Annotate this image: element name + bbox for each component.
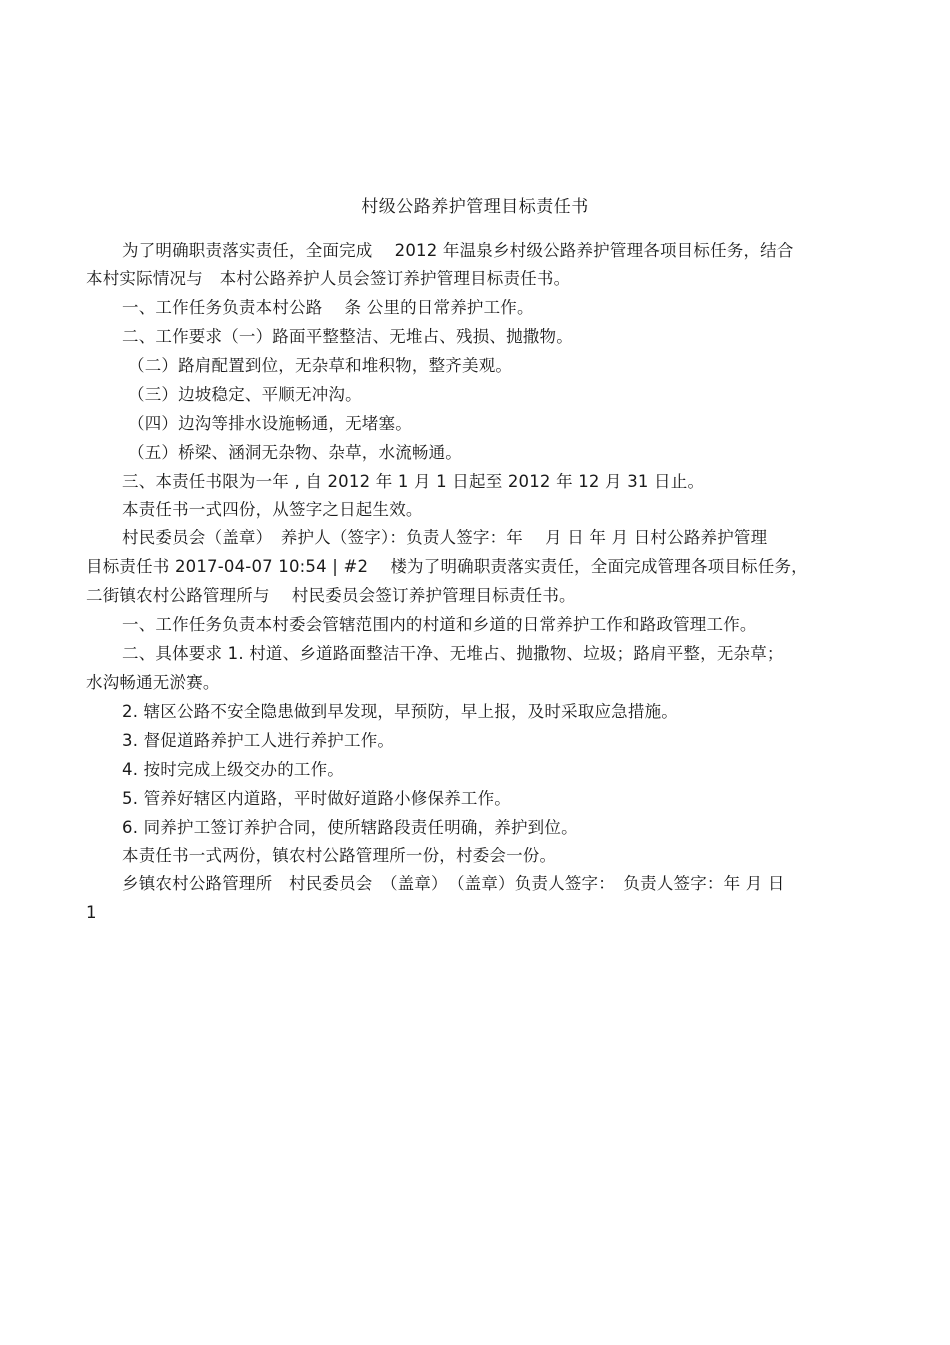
paragraph-line: 二、工作要求（一）路面平整整洁、无堆占、残损、抛撒物。: [122, 327, 573, 346]
paragraph-line: 5. 管养好辖区内道路，平时做好道路小修保养工作。: [122, 789, 511, 808]
page-number: 1: [86, 903, 97, 922]
paragraph-line: （四）边沟等排水设施畅通，无堵塞。: [128, 414, 412, 433]
paragraph-line: 本责任书一式两份，镇农村公路管理所一份，村委会一份。: [122, 846, 557, 865]
paragraph-line: 三、本责任书限为一年 , 自 2012 年 1 月 1 日起至 2012 年 12 月 31 日止。: [122, 472, 705, 491]
paragraph-line: （二）路肩配置到位，无杂草和堆积物，整齐美观。: [128, 356, 513, 375]
paragraph-line: 为了明确职责落实责任，全面完成 2012 年温泉乡村级公路养护管理各项目标任务，结合: [122, 241, 794, 260]
paragraph-line: 6. 同养护工签订养护合同，使所辖路段责任明确，养护到位。: [122, 818, 578, 837]
paragraph-line: 乡镇农村公路管理所 村民委员会 （盖章） （盖章）负责人签字： 负责人签字：年 月 日: [122, 874, 785, 893]
document-title: 村级公路养护管理目标责任书: [361, 197, 589, 217]
paragraph-line: 本责任书一式四份，从签字之日起生效。: [122, 500, 423, 519]
paragraph-line: 本村实际情况与 本村公路养护人员会签订养护管理目标责任书。: [86, 269, 571, 288]
paragraph-line: 3. 督促道路养护工人进行养护工作。: [122, 731, 395, 750]
paragraph-line: 2. 辖区公路不安全隐患做到早发现，早预防，早上报，及时采取应急措施。: [122, 702, 678, 721]
paragraph-line: 目标责任书 2017-04-07 10:54 | #2 楼为了明确职责落实责任，全面完成管理各项目标任务，: [86, 557, 808, 576]
paragraph-line: 4. 按时完成上级交办的工作。: [122, 760, 344, 779]
paragraph-line: （三）边坡稳定、平顺无冲沟。: [128, 385, 362, 404]
paragraph-line: 水沟畅通无淤赛。: [86, 673, 220, 692]
paragraph-line: 二街镇农村公路管理所与 村民委员会签订养护管理目标责任书。: [86, 586, 576, 605]
paragraph-line: 二、具体要求 1. 村道、乡道路面整洁干净、无堆占、抛撒物、垃圾；路肩平整，无杂草；: [122, 644, 784, 663]
paragraph-line: （五）桥梁、涵洞无杂物、杂草，水流畅通。: [128, 443, 462, 462]
paragraph-line: 村民委员会（盖章） 养护人（签字）：负责人签字：年 月 日 年 月 日村公路养护管理: [122, 528, 768, 547]
paragraph-line: 一、工作任务负责本村公路 条 公里的日常养护工作。: [122, 298, 534, 317]
paragraph-line: 一、工作任务负责本村委会管辖范围内的村道和乡道的日常养护工作和路政管理工作。: [122, 615, 757, 634]
